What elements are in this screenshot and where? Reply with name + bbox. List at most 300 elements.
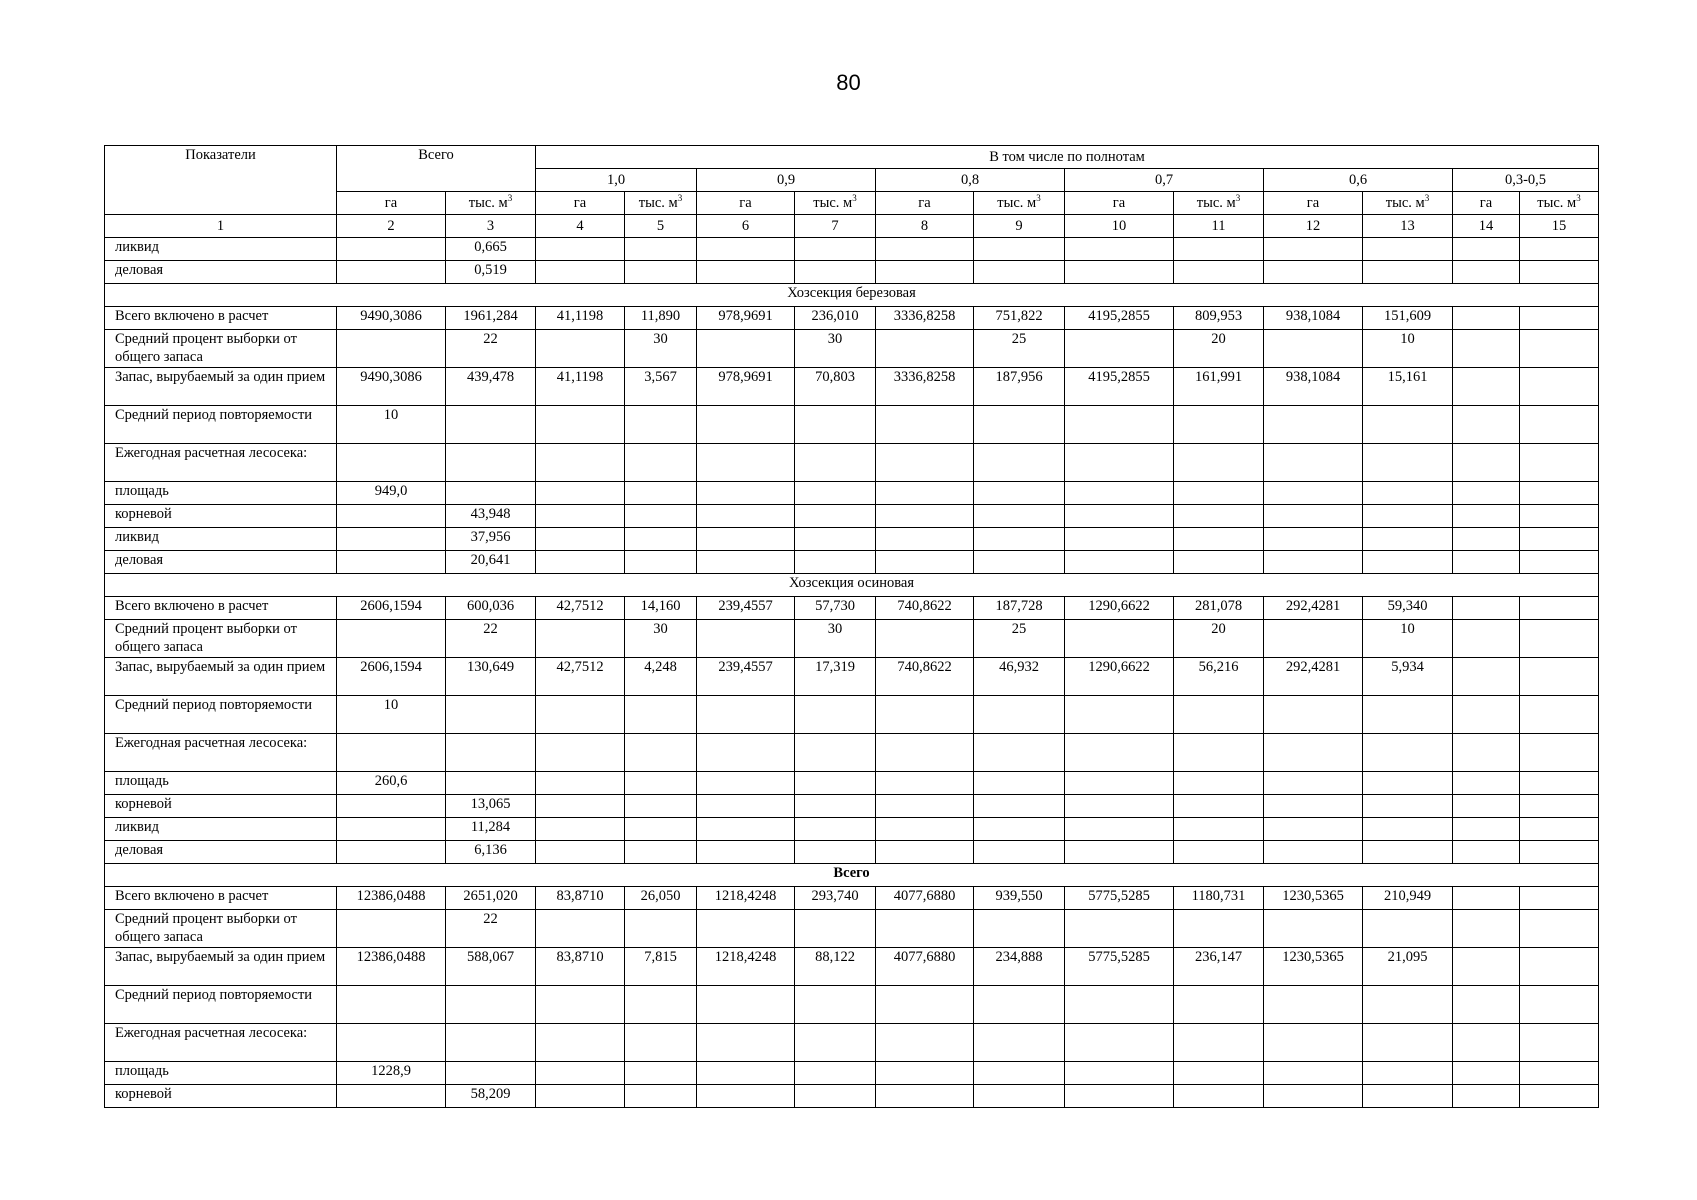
table-cell [1174, 1085, 1264, 1108]
unit-volume-text: тыс. м [813, 195, 853, 211]
table-cell: 439,478 [446, 368, 536, 406]
table-cell [1363, 238, 1453, 261]
table-cell [795, 238, 876, 261]
table-cell: 14,160 [625, 597, 697, 620]
table-cell: 13,065 [446, 795, 536, 818]
table-cell [1520, 551, 1599, 574]
table-cell [337, 986, 446, 1024]
table-cell [1453, 818, 1520, 841]
column-number: 14 [1453, 215, 1520, 238]
table-cell [1174, 772, 1264, 795]
table-cell [1363, 910, 1453, 948]
header-unit-ha: га [876, 192, 974, 215]
table-cell [536, 406, 625, 444]
table-cell: 30 [625, 330, 697, 368]
table-cell [625, 406, 697, 444]
row-label: Запас, вырубаемый за один прием [105, 368, 337, 406]
table-cell: 10 [337, 696, 446, 734]
table-cell: 83,8710 [536, 887, 625, 910]
table-cell [1174, 551, 1264, 574]
table-cell [974, 795, 1065, 818]
table-cell [876, 330, 974, 368]
table-cell [1453, 307, 1520, 330]
table-cell [1065, 772, 1174, 795]
table-cell [1264, 734, 1363, 772]
table-cell [1453, 986, 1520, 1024]
table-cell [795, 910, 876, 948]
table-cell [1520, 1062, 1599, 1085]
table-cell [337, 528, 446, 551]
table-cell: 939,550 [974, 887, 1065, 910]
header-unit-ha: га [337, 192, 446, 215]
row-label: корневой [105, 1085, 337, 1108]
table-cell [974, 505, 1065, 528]
table-cell: 949,0 [337, 482, 446, 505]
table-cell: 20 [1174, 330, 1264, 368]
table-cell [974, 910, 1065, 948]
table-cell [876, 444, 974, 482]
table-cell [1520, 307, 1599, 330]
table-cell: 151,609 [1363, 307, 1453, 330]
table-cell: 17,319 [795, 658, 876, 696]
table-cell [795, 406, 876, 444]
table-cell [1065, 551, 1174, 574]
table-row [105, 986, 1599, 1024]
table-cell [876, 528, 974, 551]
table-cell [697, 734, 795, 772]
table-cell [974, 772, 1065, 795]
table-cell [1264, 772, 1363, 795]
table-cell [1174, 444, 1264, 482]
table-cell: 3,567 [625, 368, 697, 406]
table-row [105, 505, 1599, 528]
table-cell: 15,161 [1363, 368, 1453, 406]
table-cell [974, 841, 1065, 864]
table-cell: 42,7512 [536, 597, 625, 620]
table-cell: 83,8710 [536, 948, 625, 986]
table-cell [1065, 986, 1174, 1024]
table-cell [1065, 841, 1174, 864]
header-unit-ha: га [536, 192, 625, 215]
table-cell [1520, 368, 1599, 406]
table-cell [446, 1062, 536, 1085]
table-cell [1520, 505, 1599, 528]
table-cell: 5775,5285 [1065, 887, 1174, 910]
table-cell: 1228,9 [337, 1062, 446, 1085]
table-cell: 938,1084 [1264, 368, 1363, 406]
table-cell [1363, 444, 1453, 482]
table-cell [536, 841, 625, 864]
table-cell: 41,1198 [536, 307, 625, 330]
table-cell [1453, 658, 1520, 696]
table-cell [1520, 818, 1599, 841]
unit-volume-text: тыс. м [1385, 195, 1425, 211]
table-cell [1520, 444, 1599, 482]
table-cell [795, 795, 876, 818]
table-cell [876, 986, 974, 1024]
table-cell [876, 1062, 974, 1085]
table-cell [1453, 910, 1520, 948]
header-density: 0,9 [697, 169, 876, 192]
table-cell: 9490,3086 [337, 368, 446, 406]
table-cell: 1290,6622 [1065, 597, 1174, 620]
table-cell [1453, 696, 1520, 734]
table-cell: 1290,6622 [1065, 658, 1174, 696]
header-density: 0,6 [1264, 169, 1453, 192]
table-cell [1453, 795, 1520, 818]
table-cell [697, 406, 795, 444]
table-cell [1174, 818, 1264, 841]
table-cell [1065, 261, 1174, 284]
table-cell: 292,4281 [1264, 597, 1363, 620]
column-number: 11 [1174, 215, 1264, 238]
row-label: площадь [105, 772, 337, 795]
table-cell [974, 986, 1065, 1024]
table-cell [625, 482, 697, 505]
table-cell [876, 238, 974, 261]
table-cell: 59,340 [1363, 597, 1453, 620]
row-label: корневой [105, 505, 337, 528]
table-row [105, 658, 1599, 696]
table-cell [1363, 795, 1453, 818]
table-cell: 1218,4248 [697, 887, 795, 910]
table-cell: 58,209 [446, 1085, 536, 1108]
unit-volume-exponent: 3 [507, 193, 513, 203]
column-number: 1 [105, 215, 337, 238]
table-cell [876, 910, 974, 948]
table-cell [337, 1085, 446, 1108]
table-cell [1453, 620, 1520, 658]
table-cell: 751,822 [974, 307, 1065, 330]
table-cell [1453, 551, 1520, 574]
table-cell: 0,665 [446, 238, 536, 261]
table-cell [1453, 597, 1520, 620]
table-cell: 3336,8258 [876, 368, 974, 406]
table-cell [1363, 818, 1453, 841]
table-cell [1264, 330, 1363, 368]
table-cell [1174, 261, 1264, 284]
table-cell: 1218,4248 [697, 948, 795, 986]
table-cell [1264, 238, 1363, 261]
table-cell [1065, 818, 1174, 841]
column-number: 4 [536, 215, 625, 238]
table-cell [697, 772, 795, 795]
table-cell [697, 620, 795, 658]
header-density: 0,3-0,5 [1453, 169, 1599, 192]
table-cell [697, 795, 795, 818]
table-cell [974, 406, 1065, 444]
table-cell [1065, 696, 1174, 734]
table-cell [697, 986, 795, 1024]
table-cell [625, 551, 697, 574]
header-density: 1,0 [536, 169, 697, 192]
table-cell [536, 696, 625, 734]
table-cell: 20 [1174, 620, 1264, 658]
table-row [105, 887, 1599, 910]
table-cell [1363, 772, 1453, 795]
row-label: Средний процент выборки от общего запаса [105, 910, 337, 948]
table-cell [1453, 887, 1520, 910]
table-cell: 11,284 [446, 818, 536, 841]
table-cell [625, 841, 697, 864]
table-cell [1520, 597, 1599, 620]
table-cell [1174, 505, 1264, 528]
table-cell: 281,078 [1174, 597, 1264, 620]
table-cell [974, 1062, 1065, 1085]
table-cell [446, 444, 536, 482]
table-row [105, 330, 1599, 368]
table-cell [1264, 841, 1363, 864]
table-cell [1363, 482, 1453, 505]
table-cell: 1230,5365 [1264, 948, 1363, 986]
table-cell: 234,888 [974, 948, 1065, 986]
table-cell: 4077,6880 [876, 948, 974, 986]
row-label: Ежегодная расчетная лесосека: [105, 1024, 337, 1062]
table-row [105, 444, 1599, 482]
table-cell [1363, 261, 1453, 284]
table-cell [1453, 406, 1520, 444]
header-unit-ha: га [1264, 192, 1363, 215]
table-cell [795, 841, 876, 864]
table-cell: 2651,020 [446, 887, 536, 910]
table-cell [446, 1024, 536, 1062]
table-cell [625, 1024, 697, 1062]
header-density: 0,7 [1065, 169, 1264, 192]
table-row [105, 1085, 1599, 1108]
table-cell [1065, 528, 1174, 551]
table-cell [1264, 1085, 1363, 1108]
table-cell [1453, 330, 1520, 368]
table-cell [1363, 1085, 1453, 1108]
table-cell [446, 986, 536, 1024]
table-cell [974, 551, 1065, 574]
table-cell [536, 772, 625, 795]
table-cell: 10 [1363, 620, 1453, 658]
header-by-density: В том числе по полнотам [536, 146, 1599, 169]
table-cell [974, 261, 1065, 284]
unit-volume-text: тыс. м [1537, 195, 1577, 211]
table-cell [625, 1062, 697, 1085]
table-cell: 88,122 [795, 948, 876, 986]
table-cell: 12386,0488 [337, 887, 446, 910]
table-cell [795, 528, 876, 551]
row-label: Ежегодная расчетная лесосека: [105, 444, 337, 482]
table-cell [536, 261, 625, 284]
table-cell [625, 1085, 697, 1108]
table-cell [1520, 528, 1599, 551]
table-cell: 22 [446, 910, 536, 948]
table-cell [1453, 948, 1520, 986]
table-cell [697, 330, 795, 368]
table-cell [1065, 1024, 1174, 1062]
table-cell [1174, 1062, 1264, 1085]
header-indicators: Показатели [105, 146, 337, 215]
table-cell [795, 482, 876, 505]
table-cell [1453, 528, 1520, 551]
table-cell [536, 444, 625, 482]
table-cell [1174, 841, 1264, 864]
table-cell: 978,9691 [697, 307, 795, 330]
table-cell [1174, 406, 1264, 444]
table-cell: 46,932 [974, 658, 1065, 696]
table-row [105, 551, 1599, 574]
table-cell [1264, 696, 1363, 734]
table-cell: 10 [337, 406, 446, 444]
table-row [105, 620, 1599, 658]
table-cell: 210,949 [1363, 887, 1453, 910]
table-cell [795, 505, 876, 528]
table-cell [697, 841, 795, 864]
table-cell [795, 1085, 876, 1108]
table-cell [337, 444, 446, 482]
table-cell [1065, 505, 1174, 528]
table-cell: 20,641 [446, 551, 536, 574]
table-cell [536, 482, 625, 505]
table-cell [697, 444, 795, 482]
table-cell: 22 [446, 620, 536, 658]
table-cell [337, 910, 446, 948]
table-row [105, 734, 1599, 772]
table-cell: 161,991 [1174, 368, 1264, 406]
table-cell [795, 696, 876, 734]
table-cell [337, 505, 446, 528]
table-cell [625, 795, 697, 818]
table-cell [974, 482, 1065, 505]
forest-inventory-table [104, 145, 1599, 1108]
table-cell [1520, 910, 1599, 948]
column-number: 12 [1264, 215, 1363, 238]
table-row [105, 795, 1599, 818]
table-cell [974, 528, 1065, 551]
table-cell [974, 444, 1065, 482]
header-unit-volume [446, 192, 536, 215]
row-label: Запас, вырубаемый за один прием [105, 948, 337, 986]
table-cell: 6,136 [446, 841, 536, 864]
column-number: 10 [1065, 215, 1174, 238]
table-cell: 22 [446, 330, 536, 368]
table-cell [625, 696, 697, 734]
table-cell [536, 734, 625, 772]
table-cell [974, 1024, 1065, 1062]
table-cell: 4195,2855 [1065, 368, 1174, 406]
table-row [105, 772, 1599, 795]
table-cell [1264, 1062, 1363, 1085]
table-cell [697, 528, 795, 551]
table-cell [625, 772, 697, 795]
table-cell [625, 238, 697, 261]
section-header-row [105, 284, 1599, 307]
table-cell: 2606,1594 [337, 658, 446, 696]
table-cell [795, 986, 876, 1024]
table-row [105, 818, 1599, 841]
header-unit-ha: га [1065, 192, 1174, 215]
table-cell: 9490,3086 [337, 307, 446, 330]
table-cell: 236,010 [795, 307, 876, 330]
row-label: площадь [105, 482, 337, 505]
row-label: Средний процент выборки от общего запаса [105, 620, 337, 658]
table-cell: 12386,0488 [337, 948, 446, 986]
table-cell [876, 261, 974, 284]
table-cell [876, 406, 974, 444]
table-cell [1520, 986, 1599, 1024]
unit-volume-text: тыс. м [638, 195, 678, 211]
table-cell [697, 505, 795, 528]
table-cell [1453, 1024, 1520, 1062]
table-cell: 5,934 [1363, 658, 1453, 696]
table-cell [876, 482, 974, 505]
table-cell [1363, 406, 1453, 444]
row-label: Средний период повторяемости [105, 406, 337, 444]
table-cell [1065, 1085, 1174, 1108]
table-cell [625, 910, 697, 948]
column-number: 7 [795, 215, 876, 238]
header-column-numbers-row [105, 215, 1599, 238]
table-cell [1174, 1024, 1264, 1062]
table-cell [625, 734, 697, 772]
table-cell [795, 261, 876, 284]
unit-volume-exponent: 3 [1036, 193, 1041, 203]
table-cell [697, 818, 795, 841]
table-cell [974, 696, 1065, 734]
table-cell [1453, 1062, 1520, 1085]
header-unit-volume [795, 192, 876, 215]
table-cell [697, 551, 795, 574]
table-cell [1453, 772, 1520, 795]
row-label: площадь [105, 1062, 337, 1085]
table-cell [625, 818, 697, 841]
unit-volume-text: тыс. м [468, 195, 508, 211]
table-row [105, 597, 1599, 620]
table-cell [536, 551, 625, 574]
section-title: Хозсекция березовая [105, 284, 1599, 307]
unit-volume-exponent: 3 [1424, 193, 1430, 203]
table-cell: 2606,1594 [337, 597, 446, 620]
row-label: ликвид [105, 528, 337, 551]
table-cell [1264, 505, 1363, 528]
table-cell [1520, 261, 1599, 284]
table-cell [1264, 986, 1363, 1024]
table-cell [1363, 841, 1453, 864]
table-cell [974, 238, 1065, 261]
table-cell: 3336,8258 [876, 307, 974, 330]
table-cell [1520, 482, 1599, 505]
table-cell [337, 238, 446, 261]
table-cell [1520, 620, 1599, 658]
table-cell [1453, 841, 1520, 864]
table-cell [1520, 795, 1599, 818]
table-cell [876, 772, 974, 795]
table-cell [795, 818, 876, 841]
unit-volume-exponent: 3 [1576, 193, 1581, 203]
table-cell [536, 910, 625, 948]
table-cell [625, 505, 697, 528]
table-cell [1065, 444, 1174, 482]
table-cell: 4,248 [625, 658, 697, 696]
table-cell [536, 986, 625, 1024]
table-cell: 236,147 [1174, 948, 1264, 986]
table-cell [1065, 734, 1174, 772]
table-row [105, 406, 1599, 444]
table-cell: 26,050 [625, 887, 697, 910]
row-label: Всего включено в расчет [105, 307, 337, 330]
table-cell [697, 1062, 795, 1085]
unit-volume-text: тыс. м [997, 195, 1037, 211]
table-cell [876, 696, 974, 734]
table-cell: 260,6 [337, 772, 446, 795]
table-cell [795, 772, 876, 795]
table-cell [337, 734, 446, 772]
table-cell [1363, 1062, 1453, 1085]
